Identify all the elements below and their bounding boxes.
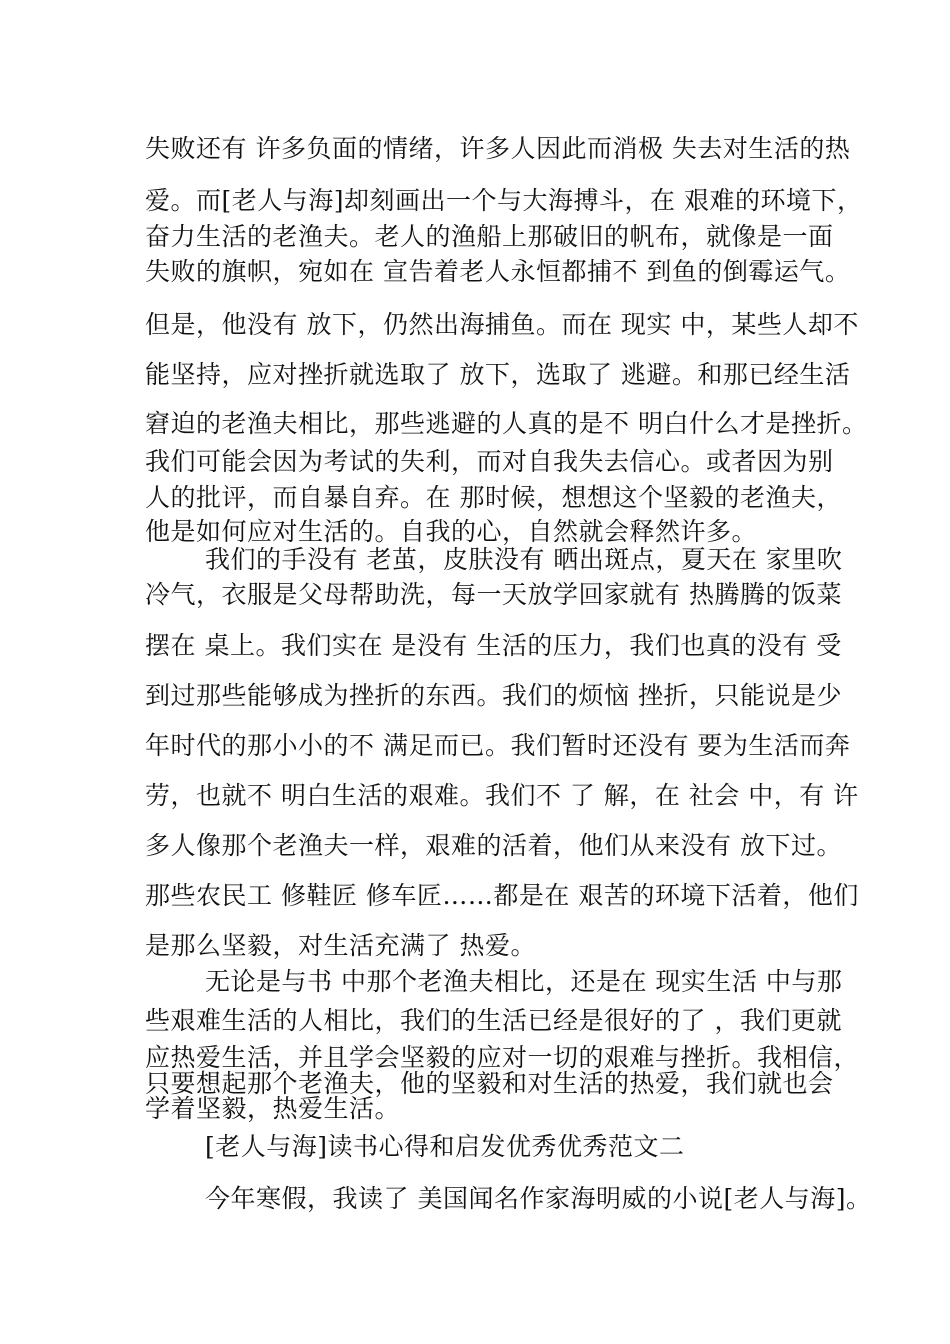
paragraph-line: 只要想起那个老渔夫，他的坚毅和对生活的热爱，我们就也会 (145, 1069, 834, 1098)
paragraph-line: 学着坚毅，热爱生活。 (145, 1094, 401, 1123)
paragraph-line: 奋力生活的老渔夫。老人的渔船上那破旧的帆布，就像是一面 (145, 222, 834, 251)
paragraph-line: 今年寒假，我读了 美国闻名作家海明威的小说[老人与海]。 (205, 1184, 872, 1213)
paragraph-line: 失败的旗帜，宛如在 宣告着老人永恒都捕不 到鱼的倒霉运气。 (145, 257, 851, 286)
paragraph-line: 些艰难生活的人相比，我们的生活已经是很好的了 ，我们更就 (145, 1006, 842, 1035)
paragraph-line: 我们的手没有 老茧，皮肤没有 晒出斑点，夏天在 家里吹 (205, 545, 843, 574)
paragraph-line: 冷气，衣服是父母帮助洗，每一天放学回家就有 热腾腾的饭菜 (145, 580, 842, 609)
paragraph-line: 能坚持，应对挫折就选取了 放下，选取了 逃避。和那已经生活 (145, 360, 851, 389)
paragraph-line: 到过那些能够成为挫折的东西。我们的烦恼 挫折，只能说是少 (145, 681, 842, 710)
section-heading: [老人与海]读书心得和启发优秀优秀范文二 (205, 1132, 685, 1161)
paragraph-line: 那些农民工 修鞋匠 修车匠……都是在 艰苦的环境下活着，他们 (145, 881, 859, 910)
paragraph-line: 窘迫的老渔夫相比，那些逃避的人真的是不 明白什么才是挫折。 (145, 409, 868, 438)
paragraph-line: 无论是与书 中那个老渔夫相比，还是在 现实生活 中与那 (205, 967, 843, 996)
paragraph-line: 多人像那个老渔夫一样，艰难的活着，他们从来没有 放下过。 (145, 831, 842, 860)
paragraph-line: 人的批评，而自暴自弃。在 那时候，想想这个坚毅的老渔夫， (145, 483, 842, 512)
paragraph-line: 应热爱生活，并且学会坚毅的应对一切的艰难与挫折。我相信， (145, 1043, 860, 1072)
paragraph-line: 失败还有 许多负面的情绪，许多人因此而消极 失去对生活的热 (145, 134, 851, 163)
paragraph-line: 年时代的那小小的不 满足而已。我们暂时还没有 要为生活而奔 (145, 731, 851, 760)
paragraph-line: 但是，他没有 放下，仍然出海捕鱼。而在 现实 中，某些人却不 (145, 310, 859, 339)
paragraph-line: 他是如何应对生活的。自我的心，自然就会释然许多。 (145, 517, 758, 546)
paragraph-line: 爱。而[老人与海]却刻画出一个与大海搏斗，在 艰难的环境下， (145, 186, 863, 215)
paragraph-line: 是那么坚毅，对生活充满了 热爱。 (145, 931, 536, 960)
paragraph-line: 劳，也就不 明白生活的艰难。我们不 了 解，在 社会 中，有 许 (145, 781, 859, 810)
paragraph-line: 我们可能会因为考试的失利，而对自我失去信心。或者因为别 (145, 447, 834, 476)
paragraph-line: 摆在 桌上。我们实在 是没有 生活的压力，我们也真的没有 受 (145, 631, 842, 660)
